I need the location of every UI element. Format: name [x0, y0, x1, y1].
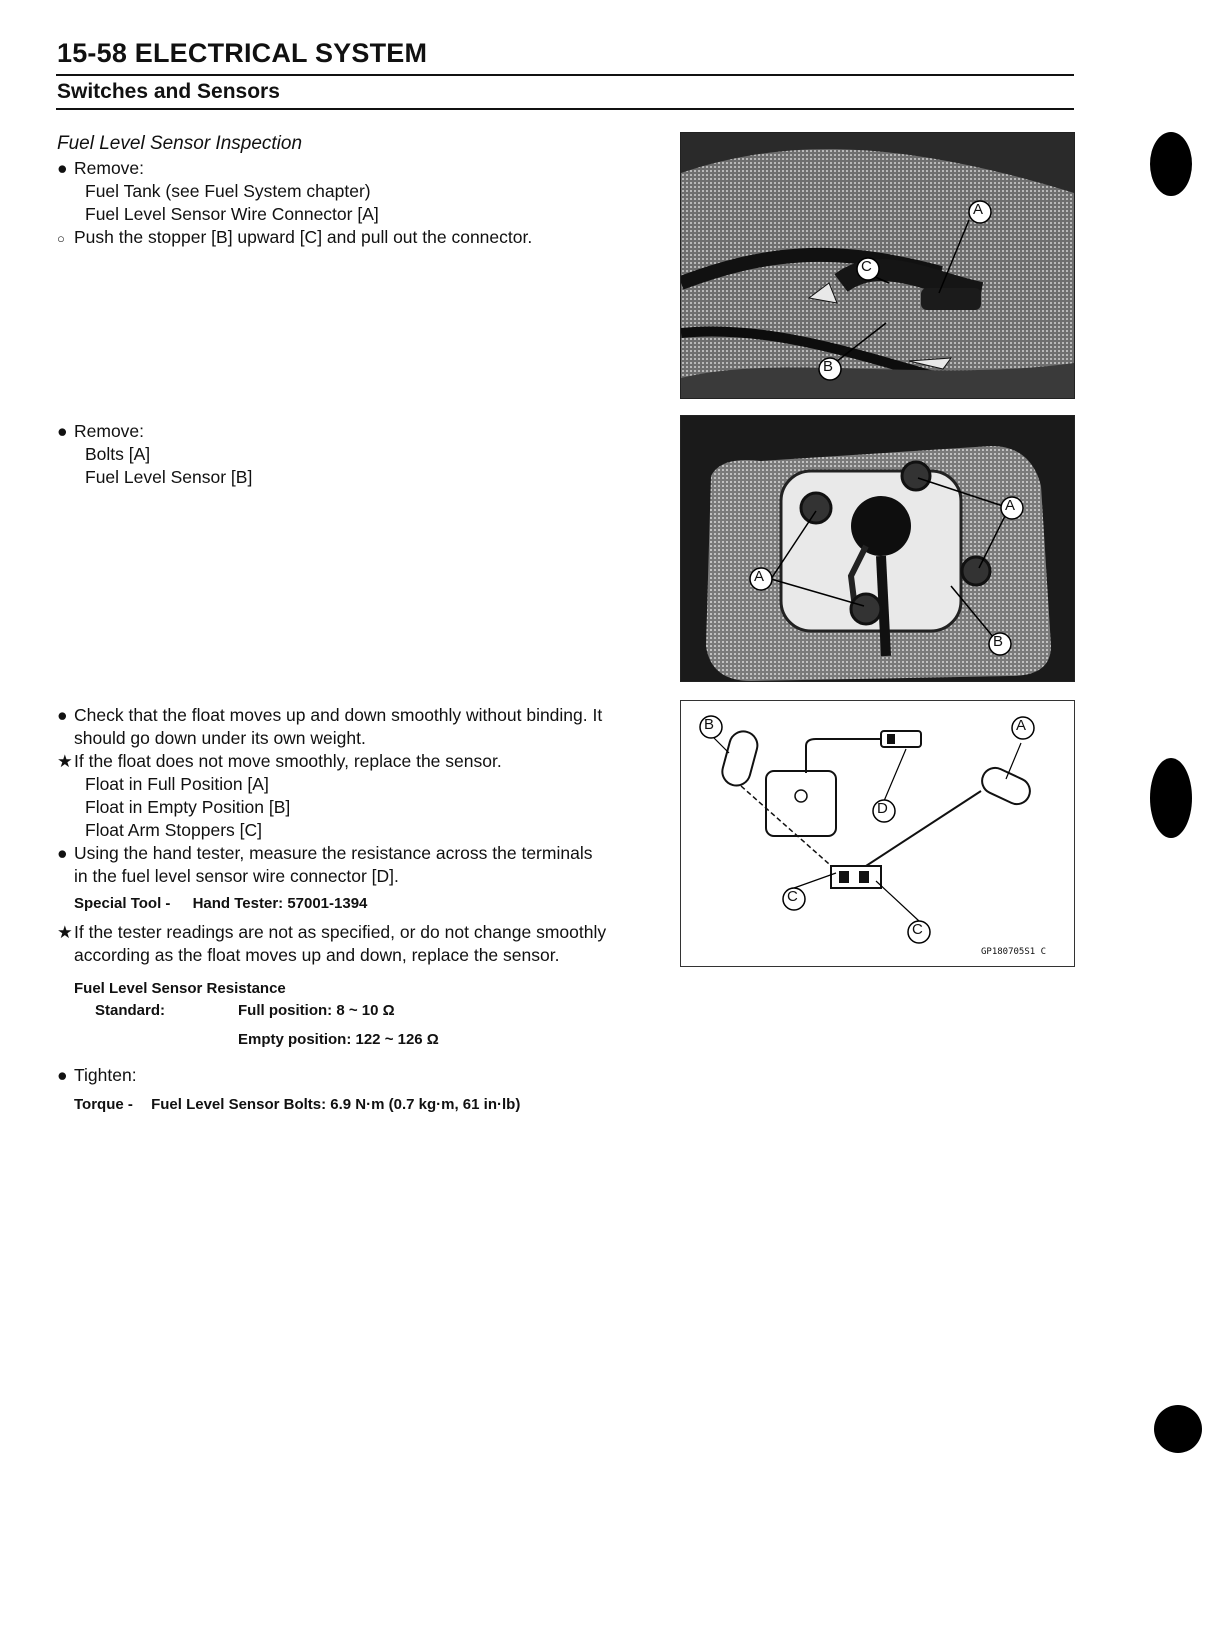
float-diagram-art	[681, 701, 1074, 966]
spec-full-value: Full position: 8 ~ 10 Ω	[238, 1002, 395, 1019]
bullet: ●	[57, 158, 68, 178]
callout-c-left: C	[787, 888, 798, 905]
step-tighten	[57, 1064, 137, 1087]
bullet: ●	[57, 705, 68, 725]
step-text-cont: in the fuel level sensor wire connector [D].	[74, 866, 399, 886]
step-text: Check that the float moves up and down smoothly without binding. It	[74, 705, 603, 725]
special-tool	[74, 895, 367, 912]
binder-hole-mark-3	[1154, 1405, 1202, 1453]
header-rule-top	[56, 74, 1074, 76]
note-text-cont: according as the float moves up and down, replace the sensor.	[74, 945, 560, 965]
callout-b: B	[993, 633, 1004, 650]
spec-title: Fuel Level Sensor Resistance	[74, 980, 286, 997]
bullet: ●	[57, 843, 68, 863]
connector-photo	[680, 132, 1075, 399]
torque-label: Torque -	[74, 1096, 133, 1113]
callout-a: A	[973, 201, 984, 218]
step-label: Remove:	[74, 421, 145, 441]
list-item: Float Arm Stoppers [C]	[85, 820, 263, 840]
section-title: Switches and Sensors	[57, 80, 280, 103]
list-item: Bolts [A]	[85, 444, 151, 464]
note-text: If the float does not move smoothly, replace the sensor.	[74, 751, 502, 771]
callout-b: B	[704, 716, 715, 733]
bullet: ●	[57, 421, 68, 441]
float-diagram	[680, 700, 1075, 967]
torque-spec	[74, 1096, 520, 1113]
step-text: Using the hand tester, measure the resistance across the terminals	[74, 843, 593, 863]
spec-empty-value: Empty position: 122 ~ 126 Ω	[238, 1031, 439, 1048]
special-tool-value: Hand Tester: 57001-1394	[192, 895, 368, 912]
step-label: Remove:	[74, 158, 145, 178]
step-label: Tighten:	[74, 1065, 137, 1085]
list-item: Fuel Tank (see Fuel System chapter)	[85, 181, 371, 201]
bullet: ○	[57, 231, 65, 246]
note-text: If the tester readings are not as specified, or do not change smoothly	[74, 922, 607, 942]
callout-a-right: A	[1005, 497, 1016, 514]
header-rule-bottom	[56, 108, 1074, 110]
connector-photo-art	[681, 133, 1074, 398]
step-remove-sensor	[57, 420, 252, 489]
star-bullet: ★	[57, 922, 73, 942]
list-item: Float in Empty Position [B]	[85, 797, 291, 817]
note-text: Push the stopper [B] upward [C] and pull out the connector.	[74, 227, 533, 247]
step-remove-connector	[57, 157, 532, 250]
bullet: ●	[57, 1065, 68, 1085]
binder-hole-mark-2	[1150, 758, 1192, 838]
step-text-cont: should go down under its own weight.	[74, 728, 366, 748]
callout-b: B	[823, 358, 834, 375]
step-check-float	[57, 704, 602, 888]
callout-c: C	[861, 258, 872, 275]
list-item: Fuel Level Sensor [B]	[85, 467, 253, 487]
sensor-bolts-photo	[680, 415, 1075, 682]
page-title: 15-58 ELECTRICAL SYSTEM	[57, 38, 428, 68]
special-tool-label: Special Tool -	[74, 895, 171, 912]
list-item: Fuel Level Sensor Wire Connector [A]	[85, 204, 379, 224]
callout-d: D	[877, 800, 888, 817]
spec-standard-label: Standard:	[95, 1002, 166, 1019]
binder-hole-mark-1	[1150, 132, 1192, 196]
list-item: Float in Full Position [A]	[85, 774, 269, 794]
figure-code: GP180705S1 C	[981, 947, 1047, 957]
callout-c-right: C	[912, 921, 923, 938]
inspection-heading: Fuel Level Sensor Inspection	[57, 133, 303, 154]
callout-a-left: A	[754, 568, 765, 585]
tester-note	[57, 921, 606, 967]
callout-a: A	[1016, 717, 1027, 734]
sensor-bolts-photo-art	[681, 416, 1074, 681]
torque-value: Fuel Level Sensor Bolts: 6.9 N·m (0.7 kg·m, 61 in·lb)	[151, 1096, 521, 1113]
star-bullet: ★	[57, 751, 73, 771]
